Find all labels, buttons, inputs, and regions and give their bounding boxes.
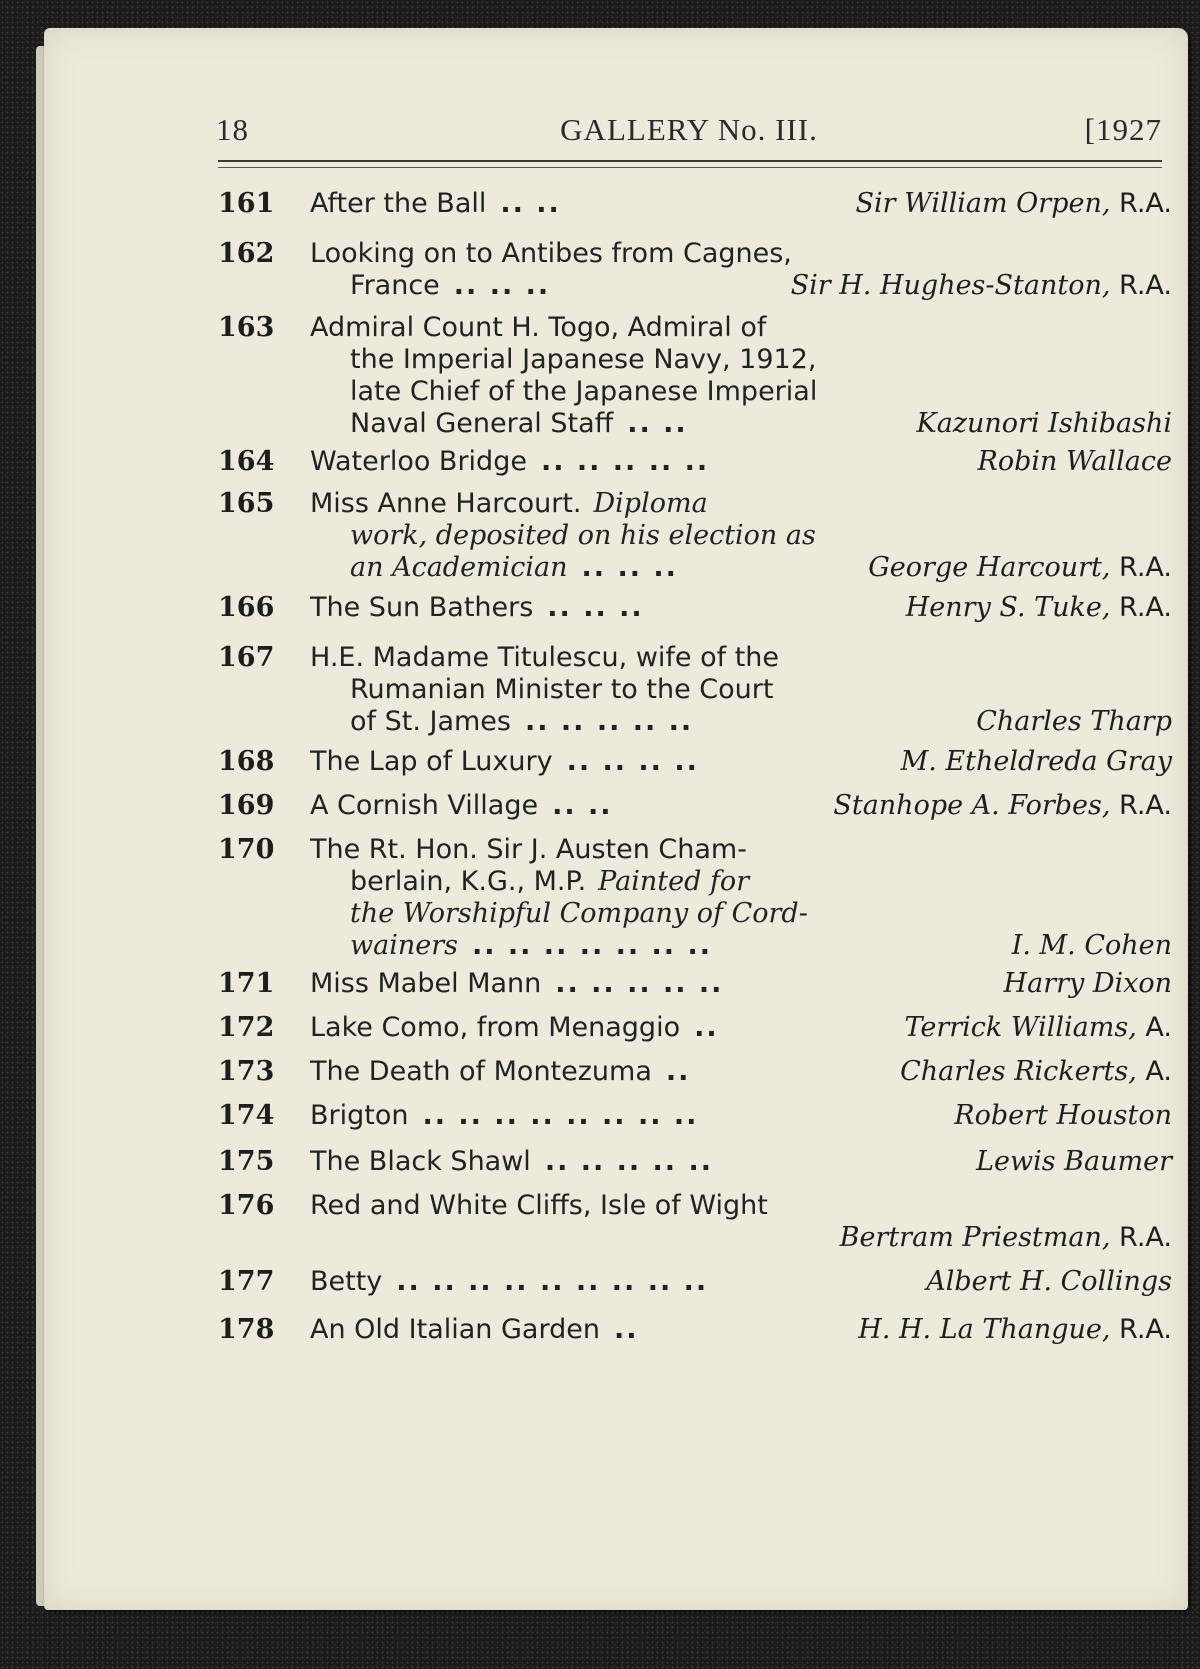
artist-name [855,188,1172,219]
entry-title-line [350,866,749,897]
artist-name-text: Harry Dixon [1003,968,1172,999]
page-title: GALLERY No. III. [560,112,818,147]
title-text: The Death of Montezuma [310,1056,652,1087]
leader-dots: .. .. .. [581,552,678,583]
title-text: A Cornish Village [310,790,539,821]
title-text: Naval General Staff [350,408,614,439]
artist-name-text: Lewis Baumer [976,1146,1172,1177]
entry-number: 176 [218,1190,275,1221]
artist-name-text: Terrick Williams, [904,1012,1137,1043]
title-text: France [350,270,440,301]
entry-number: 173 [218,1056,275,1087]
entry-title-line [310,188,561,219]
page-header [216,108,1162,158]
header-rule [218,160,1162,168]
leader-dots: .. .. [627,408,688,439]
artist-name [1004,968,1172,999]
title-text: late Chief of the Japanese Imperial [350,376,818,407]
entry-number: 166 [218,592,275,623]
artist-name-text: Henry S. Tuke, [905,592,1111,623]
title-text: Lake Como, from Menaggio [310,1012,681,1043]
entry-title-line [310,446,709,477]
artist-honours: R.A. [1110,1222,1172,1253]
leader-dots: .. [613,1314,639,1345]
leader-dots: .. .. .. .. .. [544,1146,713,1177]
entry-title-line [310,1190,768,1221]
title-text: The Rt. Hon. Sir J. Austen Cham- [310,834,747,865]
leader-dots: .. [665,1056,691,1087]
title-italic-text: wainers [350,930,458,961]
entry-number: 172 [218,1012,275,1043]
title-text: Brigton [310,1100,409,1131]
artist-name-text: Robin Wallace [977,446,1172,477]
artist-name [917,408,1172,439]
leader-dots: .. .. .. .. .. .. .. .. .. [396,1266,709,1297]
artist-honours: A. [1136,1056,1172,1087]
entry-title-line [350,674,773,705]
title-italic-text: Diploma [593,488,708,519]
artist-name-text: Sir H. Hughes-Stanton, [790,270,1111,301]
leader-dots: .. .. .. [453,270,551,301]
leader-dots: .. .. .. [547,592,644,623]
leader-dots: .. .. .. .. .. [525,706,694,737]
artist-name [1012,930,1172,961]
entry-number: 177 [218,1266,275,1297]
artist-honours: R.A. [1110,552,1172,583]
title-text: After the Ball [310,188,487,219]
artist-honours: R.A. [1110,188,1172,219]
entry-number: 162 [218,238,275,269]
title-italic-text: Painted for [598,866,750,897]
title-text: berlain, K.G., M.P. [350,866,587,897]
title-italic-text: an Academician [350,552,568,583]
entry-title-line [310,834,747,865]
entry-title-line [310,1100,698,1131]
title-text: Miss Mabel Mann [310,968,542,999]
entry-title-line [310,1146,713,1177]
entry-title-line [310,1266,708,1297]
artist-name [840,1222,1172,1253]
artist-name-text: George Harcourt, [868,552,1111,583]
entry-number: 168 [218,746,275,777]
entry-number: 171 [218,968,275,999]
entry-title-line [310,238,792,269]
leader-dots: .. .. .. .. .. [540,446,710,477]
artist-honours: R.A. [1110,790,1172,821]
artist-name-text: M. Etheldreda Gray [900,746,1172,777]
entry-number: 178 [218,1314,275,1345]
entry-title-line [310,1012,719,1043]
entry-title-line [350,270,550,301]
artist-honours: R.A. [1110,270,1172,301]
artist-name-text: Albert H. Collings [926,1266,1172,1297]
title-text: of St. James [350,706,511,737]
artist-name-text: Charles Rickerts, [900,1056,1137,1087]
entry-title-line [350,898,808,929]
leader-dots: .. [694,1012,719,1043]
title-text: Rumanian Minister to the Court [350,674,774,705]
artist-name [978,446,1172,477]
artist-honours: A. [1136,1012,1172,1043]
entry-number: 161 [218,188,275,219]
artist-name-text: Kazunori Ishibashi [916,408,1172,439]
title-italic-text: work, deposited on his election as [350,520,816,551]
entry-title-line [350,344,816,375]
leader-dots: .. .. [500,188,561,219]
entry-title-line [310,642,779,673]
entry-title-line [310,312,766,343]
entry-title-line [350,706,693,737]
entry-title-line [310,592,644,623]
artist-name-text: I. M. Cohen [1011,930,1172,961]
entry-number: 165 [218,488,275,519]
title-text: Looking on to Antibes from Cagnes, [310,238,792,269]
entry-title-line [310,790,613,821]
entry-title-line [310,488,708,519]
artist-name-text: Robert Houston [954,1100,1172,1131]
entry-title-line [350,552,678,583]
entry-title-line [350,520,816,551]
leader-dots: .. .. .. .. .. [555,968,724,999]
artist-name [868,552,1172,583]
artist-name [954,1100,1172,1131]
artist-honours: R.A. [1110,1314,1172,1345]
title-text: Red and White Cliffs, Isle of Wight [310,1190,768,1221]
entry-title-line [350,930,712,961]
artist-name-text: Charles Tharp [976,706,1172,737]
title-text: Miss Anne Harcourt. [310,488,582,519]
entry-number: 164 [218,446,275,477]
artist-name [858,1314,1172,1345]
leader-dots: .. .. .. .. .. .. .. [471,930,712,961]
entry-title-line [350,408,688,439]
artist-name [900,1056,1172,1087]
entry-number: 174 [218,1100,275,1131]
artist-name [901,746,1172,777]
artist-honours: R.A. [1110,592,1172,623]
entry-number: 167 [218,642,275,673]
title-text: Betty [310,1266,383,1297]
artist-name-text: Bertram Priestman, [839,1222,1111,1253]
title-text: Waterloo Bridge [310,446,527,477]
title-text: H.E. Madame Titulescu, wife of the [310,642,780,673]
artist-name [976,1146,1172,1177]
page-number: 18 [216,112,249,147]
entry-title-line [310,746,699,777]
artist-name [791,270,1172,301]
entry-number: 170 [218,834,275,865]
title-text: The Sun Bathers [310,592,534,623]
entry-number: 175 [218,1146,275,1177]
artist-name-text: Stanhope A. Forbes, [833,790,1111,821]
title-text: An Old Italian Garden [310,1314,600,1345]
leader-dots: .. .. .. .. .. .. .. .. [422,1100,699,1131]
entry-number: 169 [218,790,275,821]
year-label: [1927 [1084,112,1162,147]
title-text: the Imperial Japanese Navy, 1912, [350,344,817,375]
artist-name-text: Sir William Orpen, [855,188,1111,219]
entry-title-line [310,968,723,999]
entry-title-line [350,376,817,407]
artist-name [904,1012,1172,1043]
title-text: The Lap of Luxury [310,746,553,777]
title-text: The Black Shawl [310,1146,531,1177]
entry-title-line [310,1314,638,1345]
artist-name [833,790,1172,821]
leader-dots: .. .. [552,790,613,821]
entry-title-line [310,1056,690,1087]
title-italic-text: the Worshipful Company of Cord- [350,898,808,929]
entry-number: 163 [218,312,275,343]
artist-name [926,1266,1172,1297]
artist-name [906,592,1172,623]
artist-name-text: H. H. La Thangue, [858,1314,1111,1345]
title-text: Admiral Count H. Togo, Admiral of [310,312,767,343]
leader-dots: .. .. .. .. [566,746,699,777]
artist-name [976,706,1172,737]
